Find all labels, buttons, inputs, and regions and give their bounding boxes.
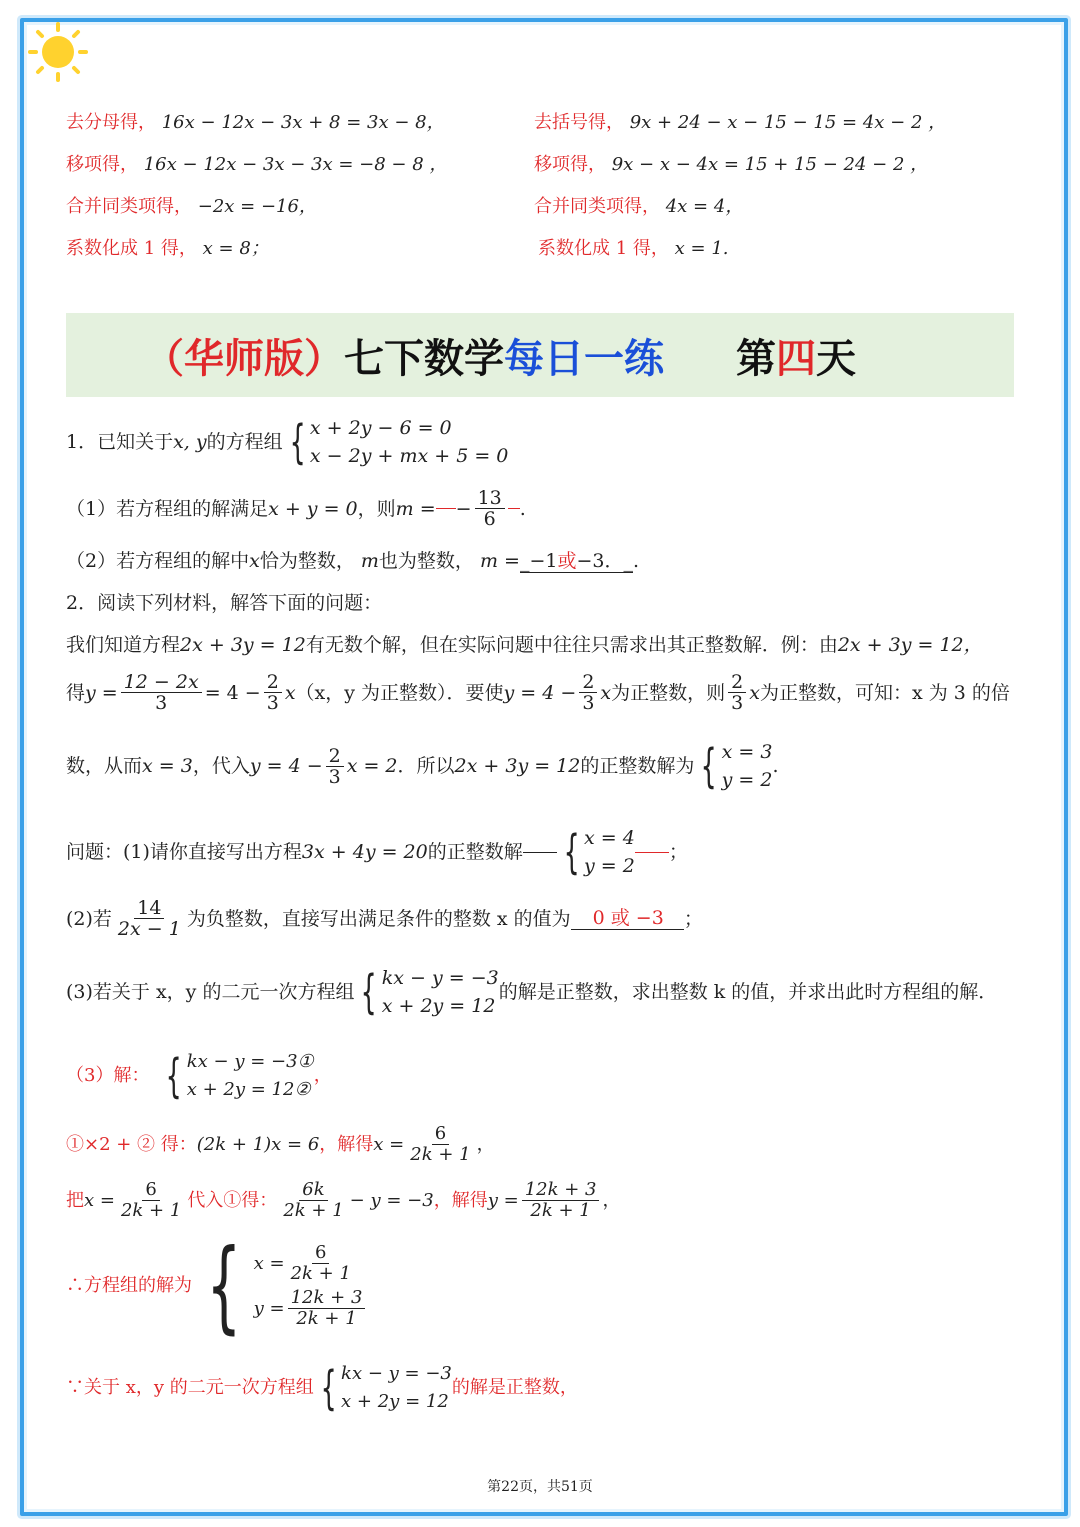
sun-icon [14, 8, 94, 88]
q1-part-1: （1）若方程组的解满足 x + y = 0 ，则 m = − $\frac{13}{6}$ . [66, 487, 526, 530]
banner-edition: （华师版） [144, 335, 344, 382]
title-banner [66, 313, 1014, 397]
q2-question-2: (2)若 $\frac{14}{2x - 1}$ 为负整数，直接写出满足条件的整数 x 的值为 0 或 −3 ； [66, 897, 703, 940]
right-step-2: 移项得， 9x − x − 4x = 15 + 15 − 24 − 2 ， [534, 154, 929, 175]
banner-subject: 七下数学 [344, 335, 504, 382]
left-step-3: 合并同类项得， −2x = −16， [66, 196, 317, 217]
page-footer: 第22页，共51页 [487, 1479, 593, 1495]
banner-daily: 每日一练 [504, 335, 664, 382]
banner-day-number: 四 [776, 335, 816, 382]
left-step-1: 去分母得， 16x − 12x − 3x + 8 = 3x − 8， [66, 112, 445, 133]
q2-line-1: 我们知道方程2x + 3y = 12有无数个解，但在实际问题中往往只需求出其正整数解．例：由2x + 3y = 12， [66, 634, 983, 656]
solution-step-3: 把 x = $\frac{6}{2k + 1}$ 代入①得： $\frac{6k}{2k + 1}$ − y = −3 ，解得 y = $\frac{12k + 3}{2k + 1}$ ， [66, 1179, 621, 1221]
banner-day-prefix: 第 [736, 335, 776, 382]
q1-part-2: （2）若方程组的解中x恰为整数， m也为整数， m =_−1或−3．_. [66, 550, 640, 572]
right-step-3: 合并同类项得， 4x = 4， [534, 196, 744, 217]
q2-line-2: 得 y = $\frac{12 - 2x}{3}$ = 4 − $\frac{2}{3}$ x （x，y 为正整数）．要使 y = 4 − $\frac{2}{3}$ x 为正整数，则 $\frac{2}{3}$ x 为正整数，可知：x 为 3 的倍 [66, 671, 1010, 714]
question-1: 1．已知关于 x, y 的方程组 { x + 2y − 6 = 0 x − 2y + mx + 5 = 0 [66, 415, 509, 469]
right-step-4: 系数化成 1 得， x = 1. [538, 238, 729, 259]
solution-step-4: ∴方程组的解为 { x = $\frac{6}{2k + 1}$ y = $\frac{12k + 3}{2k + 1}$ [66, 1236, 368, 1336]
q1-system: { x + 2y − 6 = 0 x − 2y + mx + 5 = 0 [289, 415, 509, 469]
banner-day-suffix: 天 [816, 335, 856, 382]
left-step-4: 系数化成 1 得， x = 8； [66, 238, 269, 259]
left-step-2: 移项得， 16x − 12x − 3x − 3x = −8 − 8 ， [66, 154, 448, 175]
q2-question-1: 问题：(1)请你直接写出方程 3x + 4y = 20 的正整数解 { x = 4 y = 2 ； [66, 825, 688, 879]
solution-step-5: ∵关于 x，y 的二元一次方程组 { kx − y = −3 x + 2y = 12 的解是正整数， [66, 1361, 578, 1415]
q2-question-3: (3)若关于 x，y 的二元一次方程组 { kx − y = −3 x + 2y = 12 的解是正整数，求出整数 k 的值，并求出此时方程组的解． [66, 965, 998, 1019]
q2-line-3: 数，从而 x = 3 ，代入 y = 4 − $\frac{2}{3}$ x = 2 ．所以 2x + 3y = 12 的正整数解为 { x = 3 y = 2 . [66, 739, 779, 793]
solution-step-1: （3）解： { kx − y = −3① x + 2y = 12② ， [66, 1049, 332, 1103]
question-2-title: 2．阅读下列材料，解答下面的问题： [66, 592, 383, 614]
solution-step-2: ①×2 + ② 得： (2k + 1)x = 6 ，解得 x = $\frac{6}{2k + 1}$ ， [66, 1123, 495, 1165]
right-step-1: 去括号得， 9x + 24 − x − 15 − 15 = 4x − 2 ， [534, 112, 947, 133]
